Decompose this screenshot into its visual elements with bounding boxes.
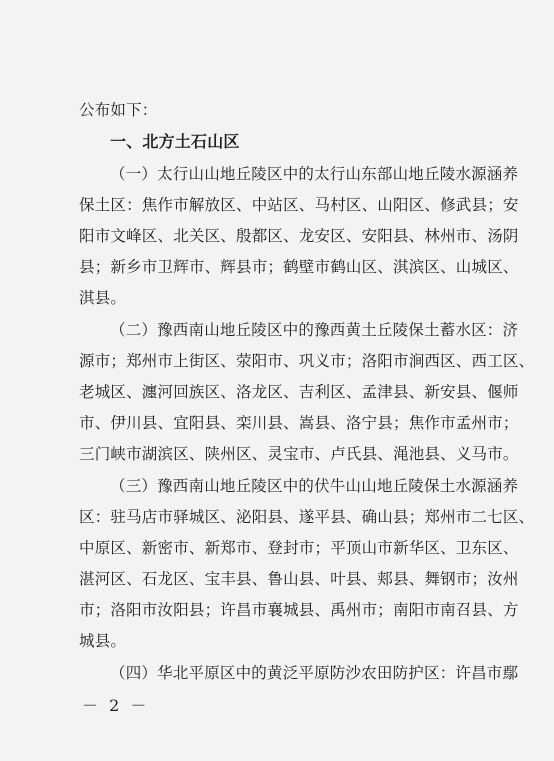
paragraph-3-line-2: 区：驻马店市驿城区、泌阳县、遂平县、确山县；郑州市二七区、 <box>79 508 535 526</box>
paragraph-2-line-1: （二）豫西南山地丘陵区中的豫西黄土丘陵保土蓄水区：济 <box>110 321 519 339</box>
paragraph-1-line-1: （一）太行山山地丘陵区中的太行山东部山地丘陵水源涵养 <box>110 165 519 183</box>
paragraph-3-line-3: 中原区、新密市、新郑市、登封市；平顶山市新华区、卫东区、 <box>79 539 519 557</box>
paragraph-1-line-2: 保土区：焦作市解放区、中站区、马村区、山阳区、修武县；安 <box>79 196 519 214</box>
paragraph-3-line-5: 市；洛阳市汝阳县；许昌市襄城县、禹州市；南阳市南召县、方 <box>79 601 519 619</box>
paragraph-4-line-1: （四）华北平原区中的黄泛平原防沙农田防护区：许昌市鄢 <box>110 664 519 682</box>
paragraph-3-line-1: （三）豫西南山地丘陵区中的伏牛山山地丘陵保土水源涵养 <box>110 477 519 495</box>
paragraph-1-line-4: 县；新乡市卫辉市、辉县市；鹤壁市鹤山区、淇滨区、山城区、 <box>79 258 519 276</box>
paragraph-3-line-6: 城县。 <box>79 632 127 650</box>
paragraph-2-line-5: 三门峡市湖滨区、陕州区、灵宝市、卢氏县、渑池县、义马市。 <box>79 445 519 463</box>
paragraph-1-line-3: 阳市文峰区、北关区、殷都区、龙安区、安阳县、林州市、汤阴 <box>79 227 519 245</box>
paragraph-1-line-5: 淇县。 <box>79 289 127 307</box>
paragraph-2-line-4: 市、伊川县、宜阳县、栾川县、嵩县、洛宁县；焦作市孟州市； <box>79 414 519 432</box>
page-number: － 2 － <box>82 696 150 715</box>
paragraph-2-line-2: 源市；郑州市上街区、荥阳市、巩义市；洛阳市涧西区、西工区、 <box>79 352 535 370</box>
section-heading: 一、北方土石山区 <box>110 132 240 151</box>
paragraph-2-line-3: 老城区、瀍河回族区、洛龙区、吉利区、孟津县、新安县、偃师 <box>79 383 519 401</box>
intro-text: 公布如下： <box>79 101 158 119</box>
paragraph-3-line-4: 湛河区、石龙区、宝丰县、鲁山县、叶县、郏县、舞钢市；汝州 <box>79 570 519 588</box>
